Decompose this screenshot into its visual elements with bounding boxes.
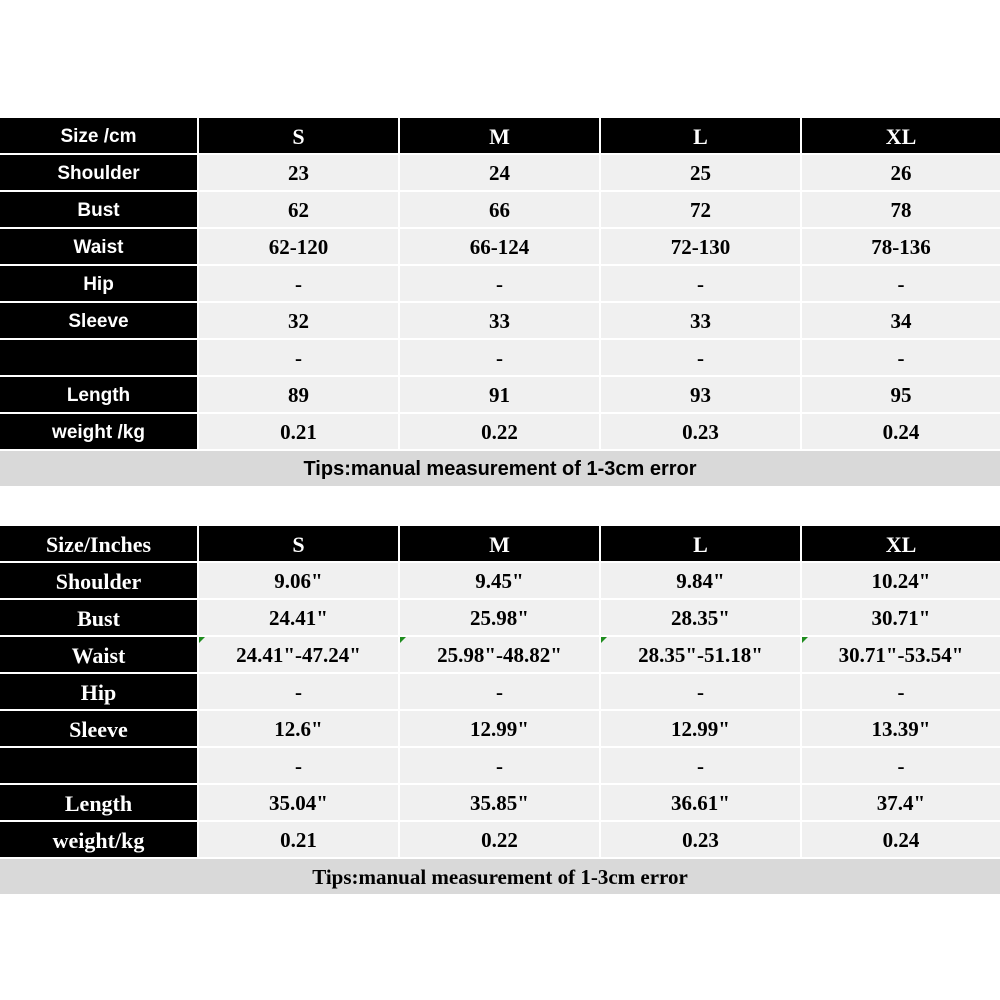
weight-s-value: 0.21 [199,414,398,449]
bust-s-value: 62 [199,192,398,227]
length-l-value: 93 [601,377,800,412]
waist-s-value: 24.41"-47.24" [236,643,361,667]
row-label-weight: weight/kg [0,822,197,857]
row-label-sleeve: Sleeve [0,711,197,746]
row-label-blank [0,340,197,375]
hip-l-value: - [601,674,800,709]
size-chart-inches-table [0,526,1000,894]
bust-s-value: 24.41" [199,600,398,635]
blank-m-value: - [400,748,599,783]
hip-l-value: - [601,266,800,301]
shoulder-l-value: 25 [601,155,800,190]
blank-s-value: - [199,340,398,375]
sleeve-xl-value: 13.39" [802,711,1000,746]
blank-l-value: - [601,748,800,783]
size-header-xl: XL [802,118,1000,153]
shoulder-xl-value: 26 [802,155,1000,190]
weight-s-value: 0.21 [199,822,398,857]
waist-xl-value: 78-136 [802,229,1000,264]
hip-m-value: - [400,674,599,709]
row-label-hip: Hip [0,266,197,301]
waist-l-value: 28.35"-51.18" [638,643,763,667]
row-label-blank [0,748,197,783]
weight-xl-value: 0.24 [802,822,1000,857]
length-xl-value: 37.4" [802,785,1000,820]
waist-xl-value: 30.71"-53.54" [838,643,964,667]
hip-s-value: - [199,266,398,301]
shoulder-m-value: 9.45" [400,563,599,598]
blank-s-value: - [199,748,398,783]
row-label-hip: Hip [0,674,197,709]
blank-m-value: - [400,340,599,375]
weight-m-value: 0.22 [400,822,599,857]
sleeve-s-value: 12.6" [199,711,398,746]
weight-l-value: 0.23 [601,822,800,857]
waist-m-value: 25.98"-48.82" [437,643,562,667]
hip-m-value: - [400,266,599,301]
row-label-shoulder: Shoulder [0,563,197,598]
sleeve-xl-value: 34 [802,303,1000,338]
size-header-m: M [400,118,599,153]
size-header-s: S [199,526,398,561]
row-label-bust: Bust [0,192,197,227]
size-unit-header: Size /cm [0,118,197,153]
waist-xl-cell [802,637,1000,672]
row-label-weight: weight /kg [0,414,197,449]
shoulder-xl-value: 10.24" [802,563,1000,598]
waist-m-cell [400,637,599,672]
waist-s-value: 62-120 [199,229,398,264]
size-header-m: M [400,526,599,561]
size-header-s: S [199,118,398,153]
waist-l-value: 72-130 [601,229,800,264]
shoulder-l-value: 9.84" [601,563,800,598]
tips-note: Tips:manual measurement of 1-3cm error [0,859,1000,894]
sleeve-m-value: 33 [400,303,599,338]
row-label-waist: Waist [0,229,197,264]
size-header-xl: XL [802,526,1000,561]
weight-m-value: 0.22 [400,414,599,449]
waist-m-value: 66-124 [400,229,599,264]
size-unit-header: Size/Inches [0,526,197,561]
bust-m-value: 66 [400,192,599,227]
error-indicator-icon [199,637,205,643]
blank-xl-value: - [802,340,1000,375]
length-s-value: 35.04" [199,785,398,820]
length-m-value: 35.85" [400,785,599,820]
sleeve-l-value: 12.99" [601,711,800,746]
blank-l-value: - [601,340,800,375]
row-label-bust: Bust [0,600,197,635]
weight-l-value: 0.23 [601,414,800,449]
waist-s-cell [199,637,398,672]
row-label-shoulder: Shoulder [0,155,197,190]
error-indicator-icon [802,637,808,643]
sleeve-m-value: 12.99" [400,711,599,746]
bust-m-value: 25.98" [400,600,599,635]
bust-l-value: 72 [601,192,800,227]
hip-xl-value: - [802,674,1000,709]
sleeve-s-value: 32 [199,303,398,338]
length-m-value: 91 [400,377,599,412]
shoulder-s-value: 9.06" [199,563,398,598]
shoulder-s-value: 23 [199,155,398,190]
size-chart-cm-table [0,118,1000,486]
length-xl-value: 95 [802,377,1000,412]
row-label-sleeve: Sleeve [0,303,197,338]
bust-xl-value: 30.71" [802,600,1000,635]
error-indicator-icon [400,637,406,643]
sleeve-l-value: 33 [601,303,800,338]
waist-l-cell [601,637,800,672]
error-indicator-icon [601,637,607,643]
shoulder-m-value: 24 [400,155,599,190]
bust-l-value: 28.35" [601,600,800,635]
row-label-waist: Waist [0,637,197,672]
hip-xl-value: - [802,266,1000,301]
length-s-value: 89 [199,377,398,412]
size-header-l: L [601,526,800,561]
bust-xl-value: 78 [802,192,1000,227]
size-header-l: L [601,118,800,153]
tips-note: Tips:manual measurement of 1-3cm error [0,451,1000,486]
weight-xl-value: 0.24 [802,414,1000,449]
row-label-length: Length [0,785,197,820]
blank-xl-value: - [802,748,1000,783]
row-label-length: Length [0,377,197,412]
length-l-value: 36.61" [601,785,800,820]
hip-s-value: - [199,674,398,709]
